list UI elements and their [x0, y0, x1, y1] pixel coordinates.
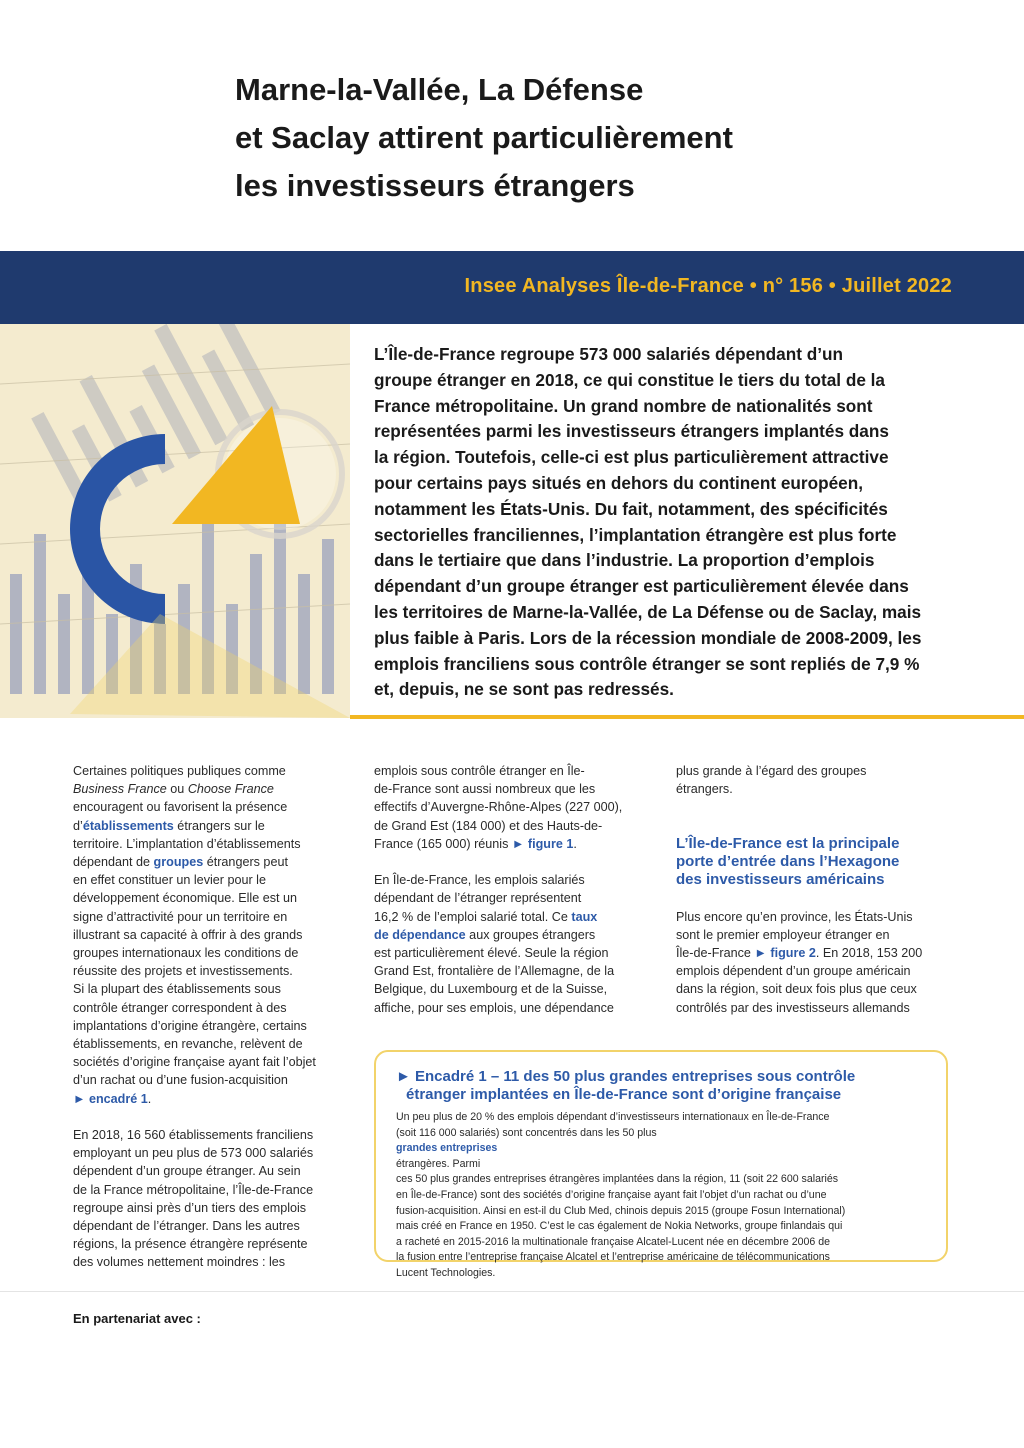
text-line — [374, 835, 649, 853]
text-line: En 2018, 16 560 établissements franciliens — [73, 1128, 314, 1143]
encadre-title-line: ► Encadré 1 – 11 des 50 plus grandes entreprises sous contrôle — [396, 1068, 856, 1085]
summary-underline — [350, 715, 1024, 719]
text-line: est particulièrement élevé. Seule la région — [374, 946, 609, 961]
text-fragment: France (165 000) réunis — [374, 836, 512, 851]
encadre-line: mais créé en France en 1950. C’est le cas également de Nokia Networks, groupe finlandais qui — [396, 1220, 843, 1233]
program-name: Choose France — [187, 782, 274, 797]
publication-reference: Insee Analyses Île-de-France • n° 156 • Juillet 2022 — [464, 275, 952, 297]
text-line: dans la région, soit deux fois plus que ceux — [676, 982, 917, 997]
text-fragment: (soit 116 000 salariés) sont concentrés dans les 50 plus — [396, 1126, 657, 1139]
text-line: dépendant de l’étranger représentent — [374, 891, 582, 906]
body-column-1 — [73, 762, 348, 1272]
text-line: Plus encore qu’en province, les États-Unis — [676, 909, 913, 924]
body-column-2 — [374, 762, 649, 1017]
text-line: emplois sous contrôle étranger en Île- — [374, 764, 585, 778]
text-line: étrangers. — [676, 782, 733, 797]
text-line: plus grande à l’égard des groupes — [676, 764, 867, 778]
text-line: territoire. L’implantation d’établissements — [73, 836, 301, 851]
summary-line: et, depuis, ne se sont pas redressés. — [374, 679, 674, 700]
paragraph-gap — [73, 1108, 348, 1126]
text-line: employant un peu plus de 573 000 salariés — [73, 1146, 314, 1161]
encadre-line: fusion-acquisition. Ainsi en est-il du Club Med, chinois depuis 2015 (groupe Fosun International) — [396, 1204, 846, 1217]
text-line — [374, 926, 649, 944]
text-line: réussite des projets et investissements. — [73, 964, 293, 979]
text-line: développement économique. Elle est un — [73, 891, 298, 906]
text-line: de-France sont aussi nombreux que les — [374, 782, 596, 797]
text-line — [73, 817, 348, 835]
hero-illustration — [0, 324, 350, 718]
text-fragment: d’ — [73, 818, 83, 833]
encadre-line: Un peu plus de 20 % des emplois dépendant d’investisseurs internationaux en Île-de-France — [396, 1111, 830, 1123]
summary-line: la région. Toutefois, celle-ci est plus particulièrement attractive — [374, 447, 889, 468]
text-line — [73, 1090, 348, 1108]
text-fragment: étrangers peut — [203, 855, 288, 870]
text-line: régions, la présence étrangère représente — [73, 1237, 308, 1252]
definition-link-dependance[interactable]: de dépendance — [374, 927, 466, 942]
encadre-1-title — [396, 1068, 936, 1104]
paragraph-gap — [676, 889, 951, 907]
section-heading: des investisseurs américains — [676, 871, 885, 889]
text-fragment: . — [573, 836, 577, 851]
text-fragment: . En 2018, 153 200 — [815, 945, 923, 960]
summary-line: plus faible à Paris. Lors de la récession mondiale de 2008-2009, les — [374, 627, 922, 648]
encadre-line: en Île-de-France) sont des sociétés d’origine française ayant fait l’objet d’un rachat ou d’une — [396, 1188, 827, 1201]
text-line: dépendant de l’étranger. Dans les autres — [73, 1219, 300, 1234]
text-fragment: aux groupes étrangers — [465, 927, 596, 942]
definition-link-groupes[interactable]: groupes — [153, 855, 204, 870]
text-fragment: Île-de-France — [676, 945, 755, 960]
text-line: sociétés d’origine française ayant fait l’objet — [73, 1055, 316, 1070]
page-title — [235, 66, 955, 210]
section-heading: porte d’entrée dans l’Hexagone — [676, 852, 900, 870]
summary-line: emplois franciliens sous contrôle étranger se sont repliés de 7,9 % — [374, 653, 920, 674]
text-line — [73, 853, 348, 871]
text-line: Belgique, du Luxembourg et de la Suisse, — [374, 982, 608, 997]
encadre-line: a racheté en 2015-2016 la multinationale française Alcatel-Lucent née en décembre 2006 de — [396, 1235, 831, 1248]
summary-line: pour certains pays situés en dehors du continent européen, — [374, 472, 863, 493]
text-line: contrôlés par des investisseurs allemands — [676, 1000, 910, 1015]
text-line: Grand Est, frontalière de l’Allemagne, de la — [374, 964, 615, 979]
text-line: effectifs d’Auvergne-Rhône-Alpes (227 000), — [374, 800, 623, 815]
text-line: contrôle étranger correspondent à des — [73, 1000, 287, 1015]
summary-line: sectorielles franciliennes, l’implantation étrangère est plus forte — [374, 524, 897, 545]
program-name: Business France — [73, 782, 167, 797]
publication-banner — [0, 251, 1024, 324]
text-line — [73, 780, 348, 798]
footer-divider — [0, 1291, 1024, 1292]
title-line: les investisseurs étrangers — [235, 168, 635, 203]
summary-line: notamment les États-Unis. Du fait, notamment, des spécificités — [374, 498, 888, 519]
text-fragment: 16,2 % de l’emploi salarié total. Ce — [374, 909, 572, 924]
text-fragment: . — [147, 1091, 152, 1106]
text-line: sont le premier employeur étranger en — [676, 927, 890, 942]
summary-line: dépendant d’un groupe étranger est particulièrement élevée dans — [374, 576, 909, 597]
text-line: encouragent ou favorisent la présence — [73, 800, 288, 815]
encadre-title-line: étranger implantées en Île-de-France sont d’origine française — [406, 1086, 842, 1103]
summary-line: groupe étranger en 2018, ce qui constitue le tiers du total de la — [374, 369, 885, 390]
text-line: d’un rachat ou d’une fusion-acquisition — [73, 1073, 288, 1088]
paragraph-gap — [676, 798, 951, 816]
encadre-1-link[interactable]: ► encadré 1 — [73, 1091, 148, 1106]
text-line: En Île-de-France, les emplois salariés — [374, 873, 585, 888]
text-line: de Grand Est (184 000) et des Hauts-de- — [374, 818, 603, 833]
text-line: emplois dépendent d’un groupe américain — [676, 964, 911, 979]
encadre-line: ces 50 plus grandes entreprises étrangères implantées dans la région, 11 (soit 22 600 salariés — [396, 1173, 839, 1186]
figure-2-link[interactable]: ► figure 2 — [754, 945, 816, 960]
text-fragment: étrangers sur le — [173, 818, 265, 833]
definition-link-taux[interactable]: taux — [571, 909, 598, 924]
partnership-label: En partenariat avec : — [73, 1311, 201, 1326]
text-line: dépendent d’un groupe étranger. Au sein — [73, 1164, 301, 1179]
summary-line: dans le tertiaire que dans l’industrie. La proportion d’emplois — [374, 550, 875, 571]
summary-line: représentées parmi les investisseurs étrangers implantés dans — [374, 421, 889, 442]
definition-link-grandes-entreprises[interactable]: grandes entreprises — [396, 1142, 498, 1155]
text-line: illustrant sa capacité à offrir à des grands — [73, 927, 303, 942]
text-line — [374, 908, 649, 926]
text-fragment: dépendant de — [73, 855, 154, 870]
text-line: signe d’attractivité pour un territoire en — [73, 909, 288, 924]
text-line: en effet constituer un levier pour le — [73, 873, 266, 888]
text-line: Certaines politiques publiques comme — [73, 764, 286, 778]
hero-chart-illustration — [0, 324, 350, 718]
encadre-line: Lucent Technologies. — [396, 1266, 496, 1279]
text-line: Si la plupart des établissements sous — [73, 982, 281, 997]
figure-1-link[interactable]: ► figure 1 — [511, 836, 574, 851]
text-line: de la France métropolitaine, l’Île-de-France — [73, 1182, 314, 1197]
text-fragment: étrangères. Parmi — [396, 1157, 481, 1170]
paragraph-gap — [676, 817, 951, 835]
summary — [374, 342, 964, 703]
text-line — [676, 944, 951, 962]
text-fragment: ou — [166, 782, 188, 797]
encadre-line: la fusion entre l’entreprise française Alcatel et l’entreprise américaine de télécommunications — [396, 1251, 830, 1264]
summary-line: L’Île-de-France regroupe 573 000 salariés dépendant d’un — [374, 344, 843, 364]
body-column-3 — [676, 762, 951, 1017]
encadre-1-box — [374, 1050, 948, 1279]
encadre-line — [396, 1126, 936, 1173]
definition-link-etablissements[interactable]: établissements — [82, 818, 174, 833]
paragraph-gap — [374, 853, 649, 871]
text-line: groupes internationaux les conditions de — [73, 946, 299, 961]
encadre-1-body — [396, 1110, 936, 1282]
text-line: implantations d’origine étrangère, certains — [73, 1018, 307, 1033]
text-line: affiche, pour ses emplois, une dépendance — [374, 1000, 614, 1015]
title-line: Marne-la-Vallée, La Défense — [235, 72, 644, 107]
text-line: établissements, en revanche, relèvent de — [73, 1037, 303, 1052]
section-heading: L’Île-de-France est la principale — [676, 834, 900, 852]
title-line: et Saclay attirent particulièrement — [235, 120, 733, 155]
text-line: des volumes nettement moindres : les — [73, 1255, 286, 1270]
text-line: regroupe ainsi près d’un tiers des emplois — [73, 1200, 307, 1215]
summary-line: France métropolitaine. Un grand nombre de nationalités sont — [374, 395, 873, 416]
summary-line: les territoires de Marne-la-Vallée, de La Défense ou de Saclay, mais — [374, 601, 922, 622]
